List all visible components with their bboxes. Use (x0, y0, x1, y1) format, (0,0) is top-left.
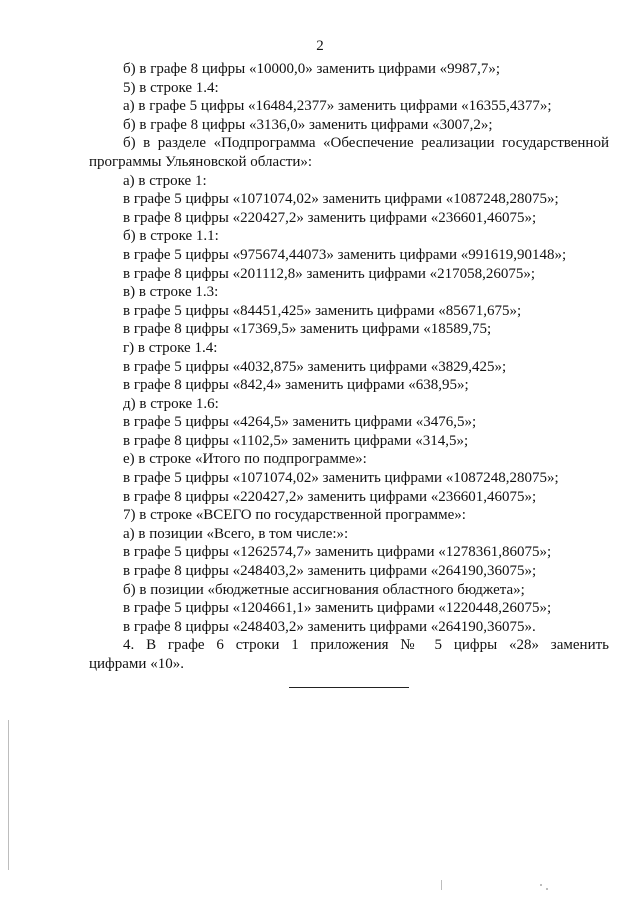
amendment-line: в) в строке 1.3: (123, 284, 219, 301)
amendment-line: в графе 8 цифры «1102,5» заменить цифрами «314,5»; (123, 432, 469, 449)
scan-artifact (546, 888, 548, 890)
end-separator-line (289, 687, 409, 688)
scan-artifact (8, 720, 9, 870)
amendment-line: г) в строке 1.4: (123, 339, 218, 356)
amendment-line: в графе 5 цифры «975674,44073» заменить цифрами «991619,90148»; (123, 246, 567, 263)
amendment-line: в графе 5 цифры «84451,425» заменить цифрами «85671,675»; (123, 302, 522, 319)
amendment-line: б) в разделе «Подпрограмма «Обеспечение реализации государственной (123, 135, 609, 152)
amendment-line: в графе 8 цифры «842,4» заменить цифрами «638,95»; (123, 377, 469, 394)
amendment-line: б) в позиции «бюджетные ассигнования областного бюджета»; (123, 581, 525, 598)
amendment-line: в графе 8 цифры «248403,2» заменить цифрами «264190,36075». (123, 618, 536, 635)
amendment-line: в графе 5 цифры «4032,875» заменить цифрами «3829,425»; (123, 358, 507, 375)
amendment-line: в графе 5 цифры «1071074,02» заменить цифрами «1087248,28075»; (123, 470, 559, 487)
amendment-line: а) в строке 1: (123, 172, 207, 189)
amendment-line: программы Ульяновской области»: (89, 153, 313, 170)
amendment-line: б) в графе 8 цифры «3136,0» заменить цифрами «3007,2»; (123, 116, 493, 133)
page-number: 2 (316, 38, 324, 54)
amendment-line: е) в строке «Итого по подпрограмме»: (123, 451, 367, 468)
amendment-line: д) в строке 1.6: (123, 395, 219, 412)
amendment-line: в графе 8 цифры «220427,2» заменить цифрами «236601,46075»; (123, 209, 537, 226)
amendment-line: в графе 5 цифры «1071074,02» заменить цифрами «1087248,28075»; (123, 191, 559, 208)
document-body (89, 60, 609, 674)
amendment-line: в графе 5 цифры «1204661,1» заменить цифрами «1220448,26075»; (123, 600, 552, 617)
amendment-line: в графе 8 цифры «17369,5» заменить цифрами «18589,75; (123, 321, 492, 338)
final-paragraph-line-1: 4. В графе 6 строки 1 приложения № 5 цифры «28» заменить (123, 637, 609, 654)
amendment-line: а) в графе 5 цифры «16484,2377» заменить цифрами «16355,4377»; (123, 98, 552, 115)
amendment-line: 5) в строке 1.4: (123, 79, 219, 96)
final-paragraph-line-2: цифрами «10». (89, 656, 184, 672)
amendment-line: б) в графе 8 цифры «10000,0» заменить цифрами «9987,7»; (123, 61, 501, 77)
amendment-line: в графе 8 цифры «220427,2» заменить цифрами «236601,46075»; (123, 488, 537, 505)
scan-artifact (540, 884, 542, 886)
amendment-line: в графе 8 цифры «248403,2» заменить цифрами «264190,36075»; (123, 563, 537, 580)
scan-artifact (441, 880, 442, 890)
amendment-line: а) в позиции «Всего, в том числе:»: (123, 525, 349, 542)
amendment-line: б) в строке 1.1: (123, 228, 219, 245)
amendment-line: в графе 5 цифры «4264,5» заменить цифрами «3476,5»; (123, 414, 477, 431)
amendment-line: в графе 5 цифры «1262574,7» заменить цифрами «1278361,86075»; (123, 544, 552, 561)
amendment-line: в графе 8 цифры «201112,8» заменить цифрами «217058,26075»; (123, 265, 536, 282)
amendment-line: 7) в строке «ВСЕГО по государственной программе»: (123, 507, 466, 524)
